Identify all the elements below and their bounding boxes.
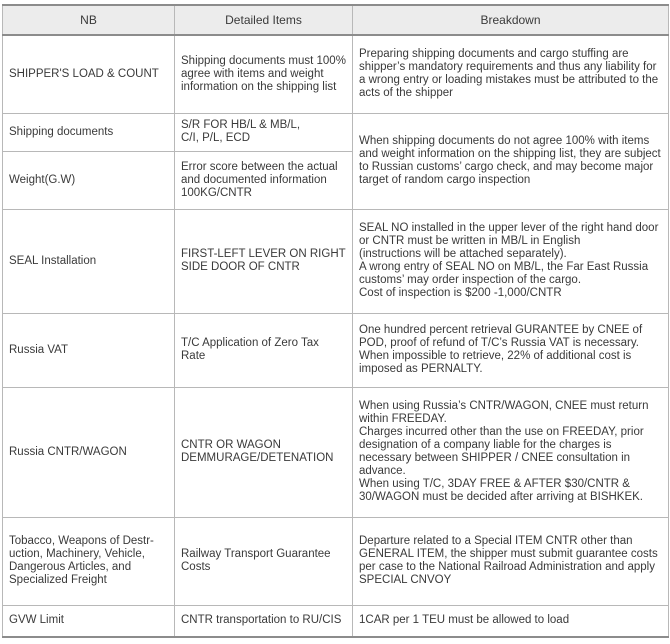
row-item: Railway Transport Guarantee Costs bbox=[175, 517, 353, 605]
row-nb: Shipping documents bbox=[3, 113, 175, 151]
row-breakdown: Departure related to a Special ITEM CNTR other than GENERAL ITEM, the shipper must submit guarantee costs per case to the National Railroad Administration and apply SPECIAL CNVOY bbox=[353, 517, 669, 605]
row-nb: SEAL Installation bbox=[3, 209, 175, 313]
row-item: Error score between the actual and documented information 100KG/CNTR bbox=[175, 151, 353, 209]
row-item: Shipping documents must 100% agree with items and weight information on the shipping list bbox=[175, 35, 353, 113]
row-item: CNTR transportation to RU/CIS bbox=[175, 605, 353, 637]
row-item: T/C Application of Zero Tax Rate bbox=[175, 313, 353, 387]
table-row bbox=[3, 517, 669, 605]
table-row bbox=[3, 209, 669, 313]
row-nb: SHIPPER'S LOAD & COUNT bbox=[3, 35, 175, 113]
row-breakdown: 1CAR per 1 TEU must be allowed to load bbox=[353, 605, 669, 637]
row-breakdown: When using Russia’s CNTR/WAGON, CNEE must return within FREEDAY. Charges incurred other than the use on FREEDAY, prior designation of a company liable for the charges is necessary between SHIPPER / CNEE consultation in advance. When using T/C, 3DAY FREE & AFTER $30/CNTR & 30/WAGON must be decided after arriving at BISHKEK. bbox=[353, 387, 669, 517]
row-breakdown: One hundred percent retrieval GURANTEE by CNEE of POD, proof of refund of T/C’s Russia VAT is necessary. When impossible to retrieve, 22% of additional cost is imposed as PERNALTY. bbox=[353, 313, 669, 387]
row-item: CNTR OR WAGON DEMMURAGE/DETENATION bbox=[175, 387, 353, 517]
table-row bbox=[3, 35, 669, 113]
row-nb: Weight(G.W) bbox=[3, 151, 175, 209]
row-breakdown: Preparing shipping documents and cargo stuffing are shipper’s mandatory requirements and thus any liability for a wrong entry or loading mistakes must be attributed to the acts of the shipper bbox=[353, 35, 669, 113]
row-nb: Russia VAT bbox=[3, 313, 175, 387]
row-item: S/R FOR HB/L & MB/L, C/I, P/L, ECD bbox=[175, 113, 353, 151]
header-breakdown: Breakdown bbox=[353, 5, 669, 35]
header-detailed-items: Detailed Items bbox=[175, 5, 353, 35]
table-row bbox=[3, 605, 669, 637]
requirements-table bbox=[2, 4, 669, 638]
table-row bbox=[3, 313, 669, 387]
table-row bbox=[3, 113, 669, 151]
row-breakdown: SEAL NO installed in the upper lever of the right hand door or CNTR must be written in MB/L in English (instructions will be attached separately). A wrong entry of SEAL NO on MB/L, the Far East Russia customs’ may order inspection of the cargo. Cost of inspection is $200 -1,000/CNTR bbox=[353, 209, 669, 313]
header-row bbox=[3, 5, 669, 35]
row-nb: GVW Limit bbox=[3, 605, 175, 637]
table-row bbox=[3, 387, 669, 517]
header-nb: NB bbox=[3, 5, 175, 35]
row-breakdown: When shipping documents do not agree 100% with items and weight information on the shipping list, they are subject to Russian customs’ cargo check, and may become major target of random cargo inspection bbox=[353, 113, 669, 209]
row-nb: Tobacco, Weapons of Destr-uction, Machinery, Vehicle, Dangerous Articles, and Specialized Freight bbox=[3, 517, 175, 605]
row-item: FIRST-LEFT LEVER ON RIGHT SIDE DOOR OF CNTR bbox=[175, 209, 353, 313]
row-nb: Russia CNTR/WAGON bbox=[3, 387, 175, 517]
